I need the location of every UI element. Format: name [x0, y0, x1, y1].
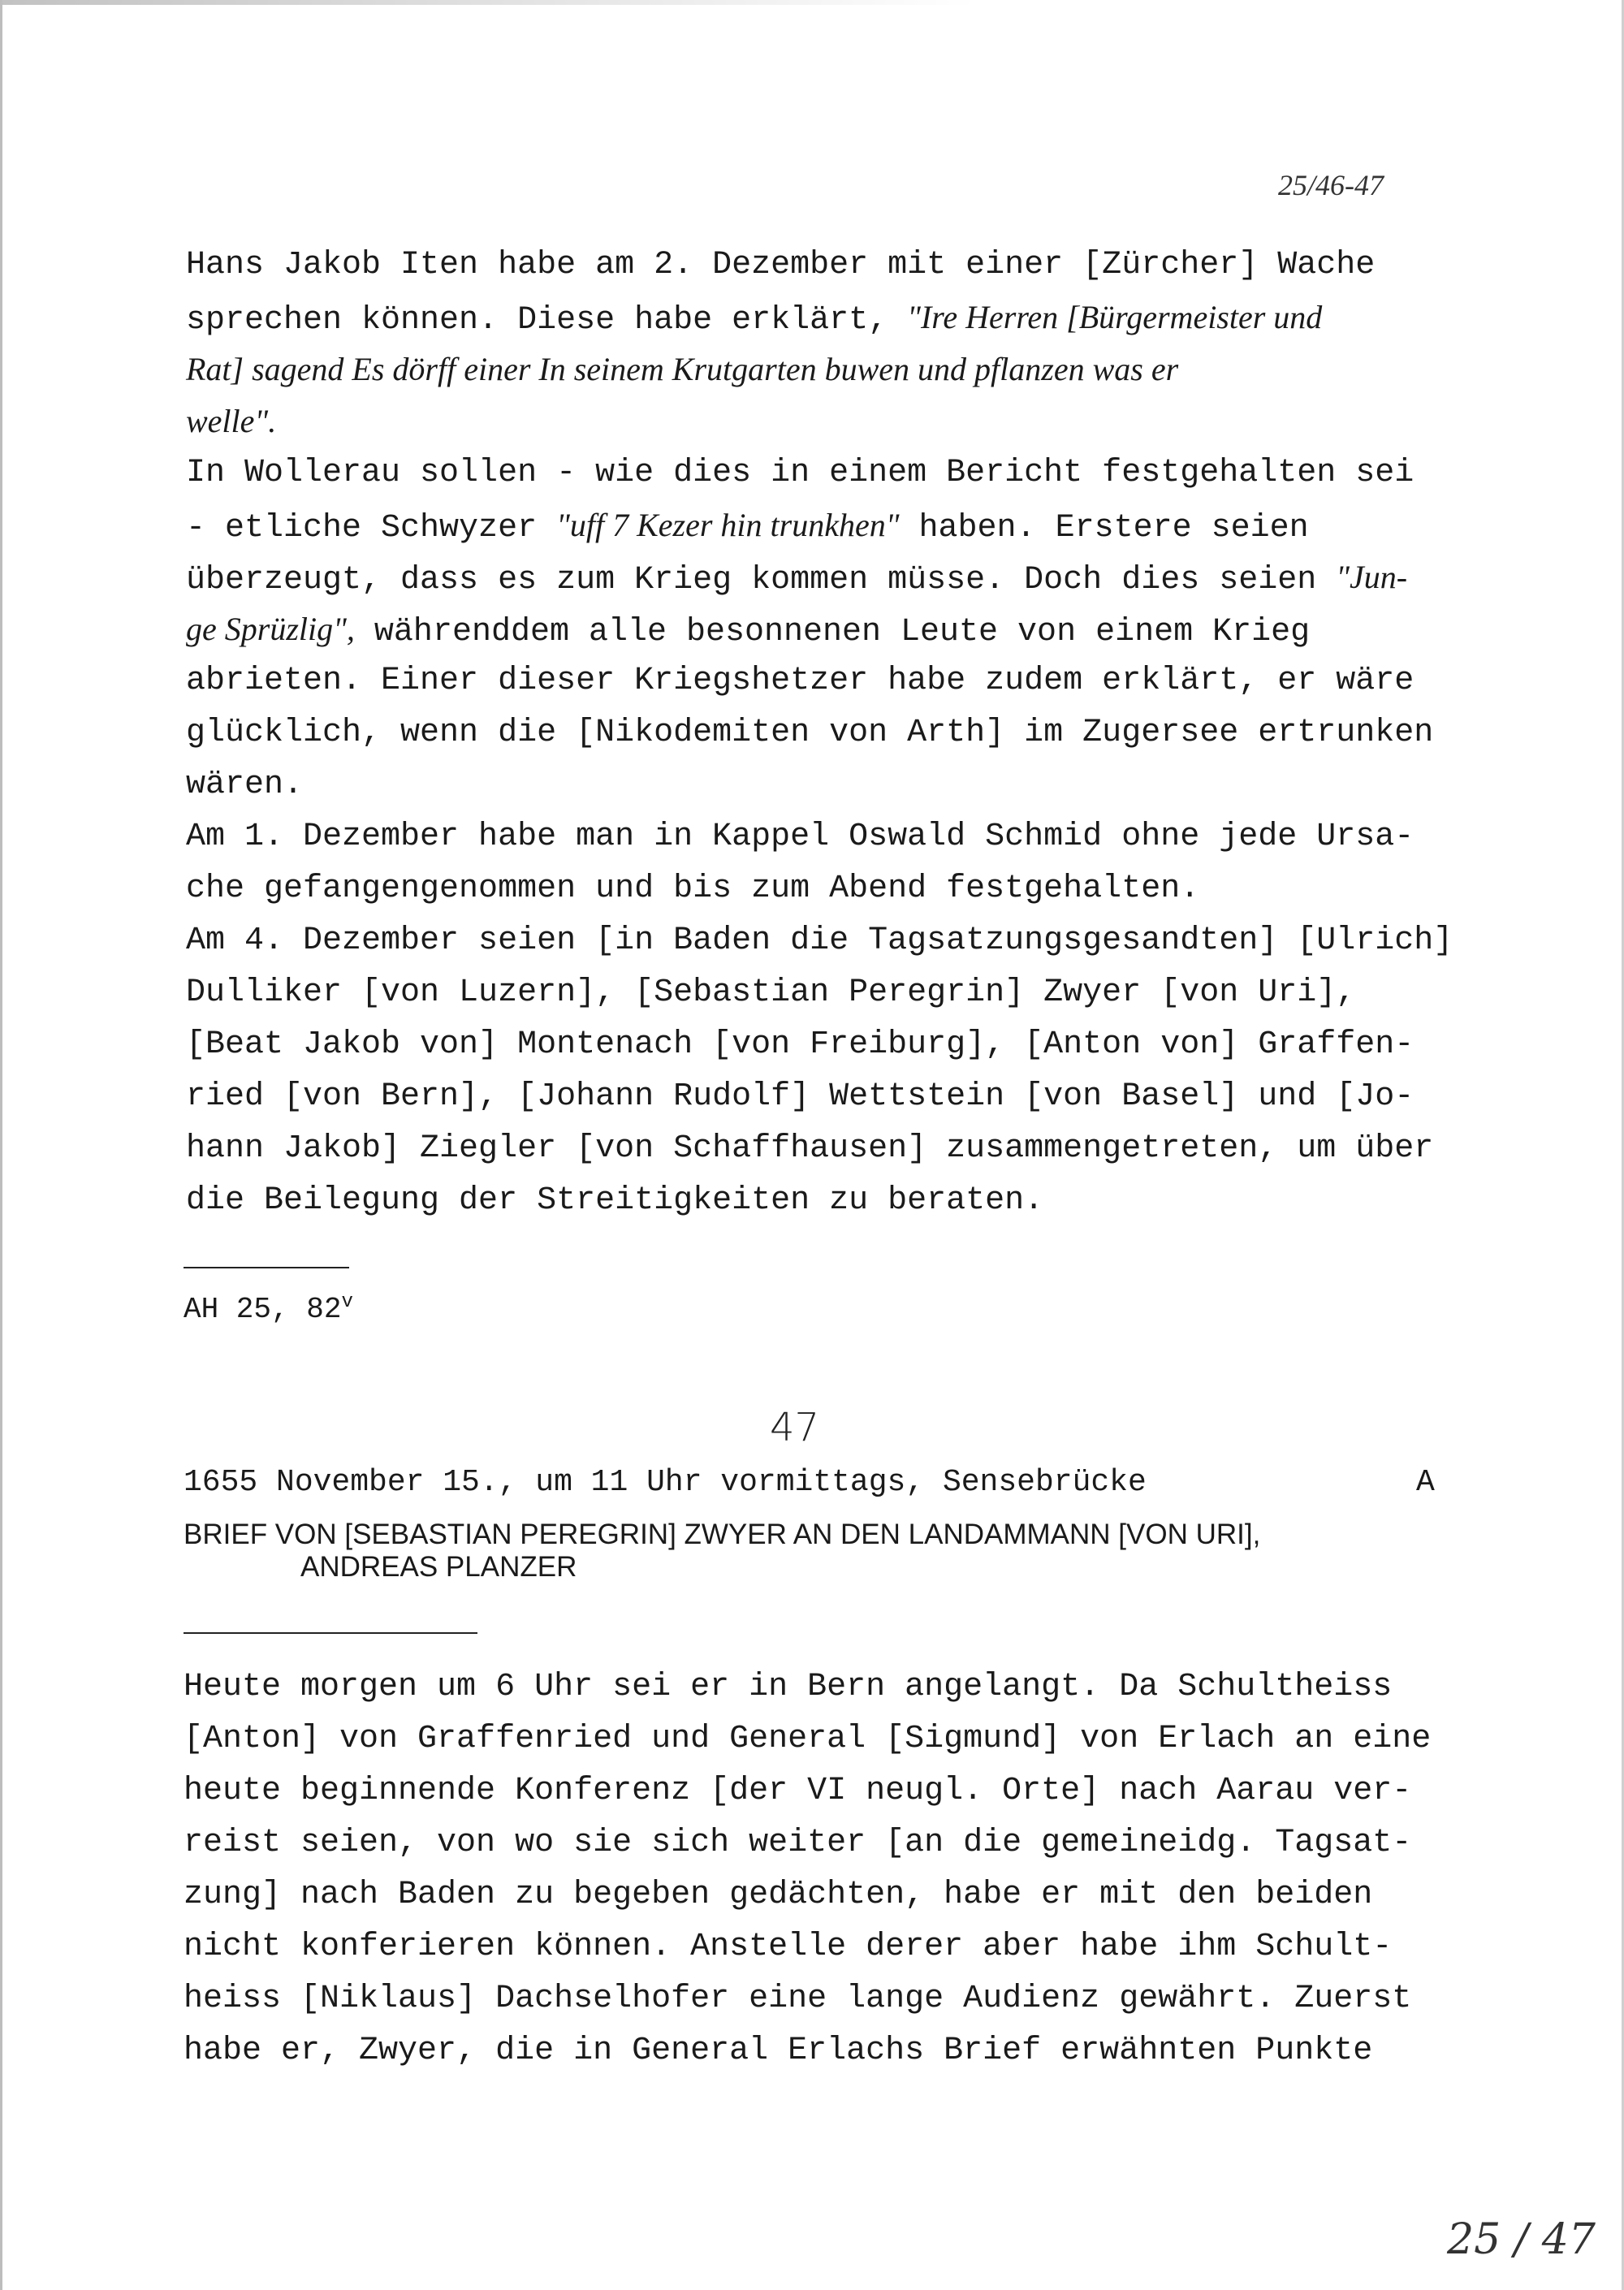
text-span: haben. Erstere seien	[899, 510, 1309, 547]
page-stamp-handwritten: 25 / 47	[1447, 2215, 1596, 2264]
entry-title-line-2: ANDREAS PLANZER	[300, 1551, 577, 1583]
quote-line: welle".	[186, 403, 277, 439]
text-line: die Beilegung der Streitigkeiten zu beraten.	[186, 1182, 1044, 1219]
text-line: Am 4. Dezember seien [in Baden die Tagsatzungsgesandten] [Ulrich]	[186, 922, 1453, 959]
entry-mark: A	[1416, 1465, 1435, 1500]
text-line: In Wollerau sollen - wie dies in einem Bericht festgehalten sei	[186, 455, 1415, 491]
entry-title-line-1: BRIEF VON [SEBASTIAN PEREGRIN] ZWYER AN DEN LANDAMMANN [VON URI],	[184, 1519, 1261, 1550]
text-line: Am 1. Dezember habe man in Kappel Oswald Schmid ohne jede Ursa-	[186, 819, 1415, 855]
text-line: habe er, Zwyer, die in General Erlachs Brief erwähnten Punkte	[184, 2033, 1373, 2069]
text-line: zung] nach Baden zu begeben gedächten, habe er mit den beiden	[184, 1877, 1373, 1913]
text-line: Hans Jakob Iten habe am 2. Dezember mit einer [Zürcher] Wache	[186, 247, 1376, 283]
entry-number: 47	[770, 1405, 820, 1450]
text-span: - etliche Schwyzer	[186, 510, 557, 547]
text-span: währenddem alle besonnenen Leute von einem Krieg	[354, 614, 1311, 650]
text-line: [Beat Jakob von] Montenach [von Freiburg], [Anton von] Graffen-	[186, 1026, 1415, 1063]
entry-date-line: 1655 November 15., um 11 Uhr vormittags, Sensebrücke	[184, 1465, 1147, 1500]
text-span: überzeugt, dass es zum Krieg kommen müsse. Doch dies seien	[186, 562, 1337, 598]
quote-span: "Jun-	[1336, 559, 1408, 595]
text-line: nicht konferieren können. Anstelle derer aber habe ihm Schult-	[184, 1929, 1393, 1965]
text-line: heiss [Niklaus] Dachselhofer eine lange Audienz gewährt. Zuerst	[184, 1981, 1412, 2017]
text-span: sprechen können. Diese habe erklärt,	[186, 302, 908, 339]
title-rule	[184, 1632, 477, 1634]
text-line: glücklich, wenn die [Nikodemiten von Arth] im Zugersee ertrunken	[186, 715, 1434, 751]
source-superscript: v	[341, 1291, 353, 1313]
text-line: che gefangengenommen und bis zum Abend festgehalten.	[186, 871, 1200, 907]
scan-edge-top	[0, 0, 1624, 5]
text-line: [Anton] von Graffenried und General [Sigmund] von Erlach an eine	[184, 1721, 1432, 1757]
text-line: Dulliker [von Luzern], [Sebastian Peregrin] Zwyer [von Uri],	[186, 974, 1356, 1011]
text-line: ried [von Bern], [Johann Rudolf] Wettstein [von Basel] und [Jo-	[186, 1078, 1415, 1115]
text-line	[186, 509, 1309, 545]
text-line	[186, 613, 1310, 649]
text-line: Heute morgen um 6 Uhr sei er in Bern angelangt. Da Schultheiss	[184, 1669, 1393, 1705]
quote-line: Rat] sagend Es dörff einer In seinem Krutgarten buwen und pflanzen was er	[186, 351, 1179, 387]
quote-span: "uff 7 Kezer hin trunkhen"	[556, 507, 900, 543]
text-line: wären.	[186, 767, 304, 803]
text-line	[186, 301, 1322, 337]
scan-edge-left	[0, 0, 2, 2290]
source-text: AH 25, 82	[184, 1293, 342, 1326]
text-line: abrieten. Einer dieser Kriegshetzer habe zudem erklärt, er wäre	[186, 663, 1415, 699]
page-reference: 25/46-47	[1278, 169, 1384, 201]
quote-span: "Ire Herren [Bürgermeister und	[907, 299, 1323, 335]
source-rule	[184, 1267, 349, 1268]
text-line: reist seien, von wo sie sich weiter [an die gemeineidg. Tagsat-	[184, 1825, 1412, 1861]
source-reference	[184, 1291, 353, 1326]
quote-span: ge Sprüzlig",	[186, 611, 355, 647]
text-line: heute beginnende Konferenz [der VI neugl. Orte] nach Aarau ver-	[184, 1773, 1412, 1809]
text-line	[186, 561, 1407, 597]
text-line: hann Jakob] Ziegler [von Schaffhausen] zusammengetreten, um über	[186, 1130, 1434, 1167]
